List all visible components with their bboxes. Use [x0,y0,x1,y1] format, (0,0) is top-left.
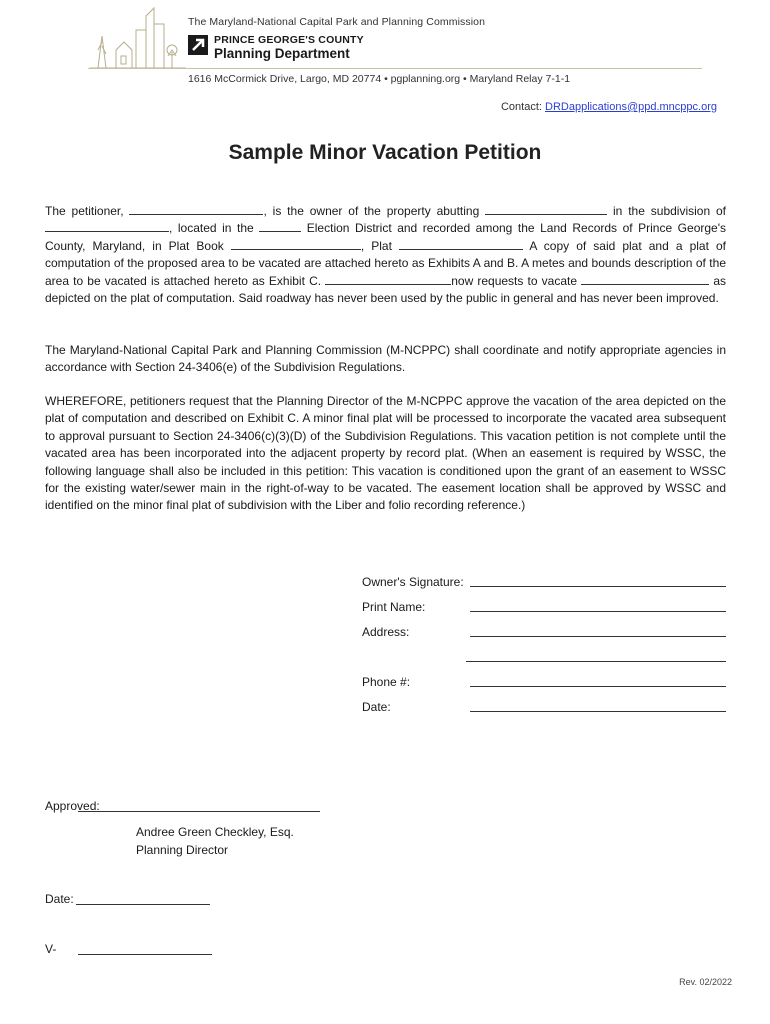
date-line[interactable] [470,711,726,712]
date-label: Date: [362,700,391,714]
header-address: 1616 McCormick Drive, Largo, MD 20774 • pgplanning.org • Maryland Relay 7-1-1 [188,73,571,85]
text-segment: The petitioner, [45,204,130,218]
director-name: Andree Green Checkley, Esq. [136,825,294,839]
logo-arrow-icon [188,35,208,55]
print-name-label: Print Name: [362,600,426,614]
owner-signature-line[interactable] [470,586,726,587]
petition-paragraph-1 [45,203,726,307]
department-name: Planning Department [214,46,350,61]
agency-name: The Maryland-National Capital Park and Planning Commission [188,16,486,28]
vacate-area-blank[interactable] [581,274,709,285]
approved-signature-line[interactable] [78,811,320,812]
text-segment: , Plat [360,238,399,253]
skyline-logo-icon [88,6,188,72]
contact-line [501,101,717,113]
revision-date: Rev. 02/2022 [679,977,732,987]
text-segment: in the subdivision of [607,204,727,218]
v-number-label: V- [45,942,57,956]
contact-email-link[interactable]: DRDapplications@ppd.mncppc.org [545,101,717,113]
owner-signature-label: Owner's Signature: [362,575,464,589]
department-logo-mark [188,35,208,55]
v-number-line[interactable] [78,954,212,955]
address-label: Address: [362,625,410,639]
phone-label: Phone #: [362,675,411,689]
text-segment: as depicted on the plat of computation. Said roadway has never been used by the public in general and has never been improved. [45,273,726,306]
petition-paragraph-2: The Maryland-National Capital Park and Planning Commission (M-NCPPC) shall coordinate and notify appropriate agencies in accordance with Section 24-3406(e) of the Subdivision Regulations. [45,343,726,375]
contact-label: Contact: [500,101,546,113]
petition-paragraph-3: WHEREFORE, petitioners request that the Planning Director of the M-NCPPC approve the vacation of the area depicted on the plat of computation and described on Exhibit C. A minor final plat will be processed to incorporate the vacated area subsequent to approval pursuant to Section 24-3406(c)(3)(D) of the Subdivision Regulations. This vacation petition is not complete until the vacated area has been incorporated into the adjacent property by record plat. (When an easement is required by WSSC, the following language shall also be included in this petition: This vacation is conditioned upon the grant of an easement to WSSC for the existing water/sewer main in the right-of-way to be vacated. The easement location shall be approved by WSSC and identified on the minor final plat of subdivision with the Liber and folio recording reference.) [45,394,726,513]
director-block [136,824,294,859]
approval-date-line[interactable] [76,904,210,905]
plat-book-blank[interactable] [231,239,361,250]
property-blank[interactable] [485,204,607,215]
print-name-line[interactable] [470,611,726,612]
text-segment: Election District and recorded among the Land Records of Prince George's County, Maryland, in Plat Book [45,221,726,253]
address-line-2[interactable] [466,661,726,662]
petitioner-blank[interactable] [129,204,263,215]
text-segment: , is the owner of the property abutting [263,204,486,218]
election-district-blank[interactable] [259,221,301,232]
plat-blank[interactable] [399,239,523,250]
text-segment: A copy of said plat and a plat of computation of the proposed area to be vacated are attached hereto as Exhibits A and B. A metes and bounds description of the area to be vacated is attached hereto as Exhibit C. [45,238,726,288]
document-title: Sample Minor Vacation Petition [228,141,542,164]
director-title: Planning Director [136,842,229,857]
requester-blank[interactable] [325,274,451,285]
county-name: PRINCE GEORGE'S COUNTY [214,34,364,46]
text-segment: , located in the [169,221,260,236]
text-segment: now requests to vacate [451,273,582,288]
phone-line[interactable] [470,686,726,687]
header-divider [88,68,702,69]
approved-label: Approved: [45,799,100,813]
approval-date-label: Date: [45,892,74,906]
address-line-1[interactable] [470,636,726,637]
subdivision-blank[interactable] [45,221,169,232]
